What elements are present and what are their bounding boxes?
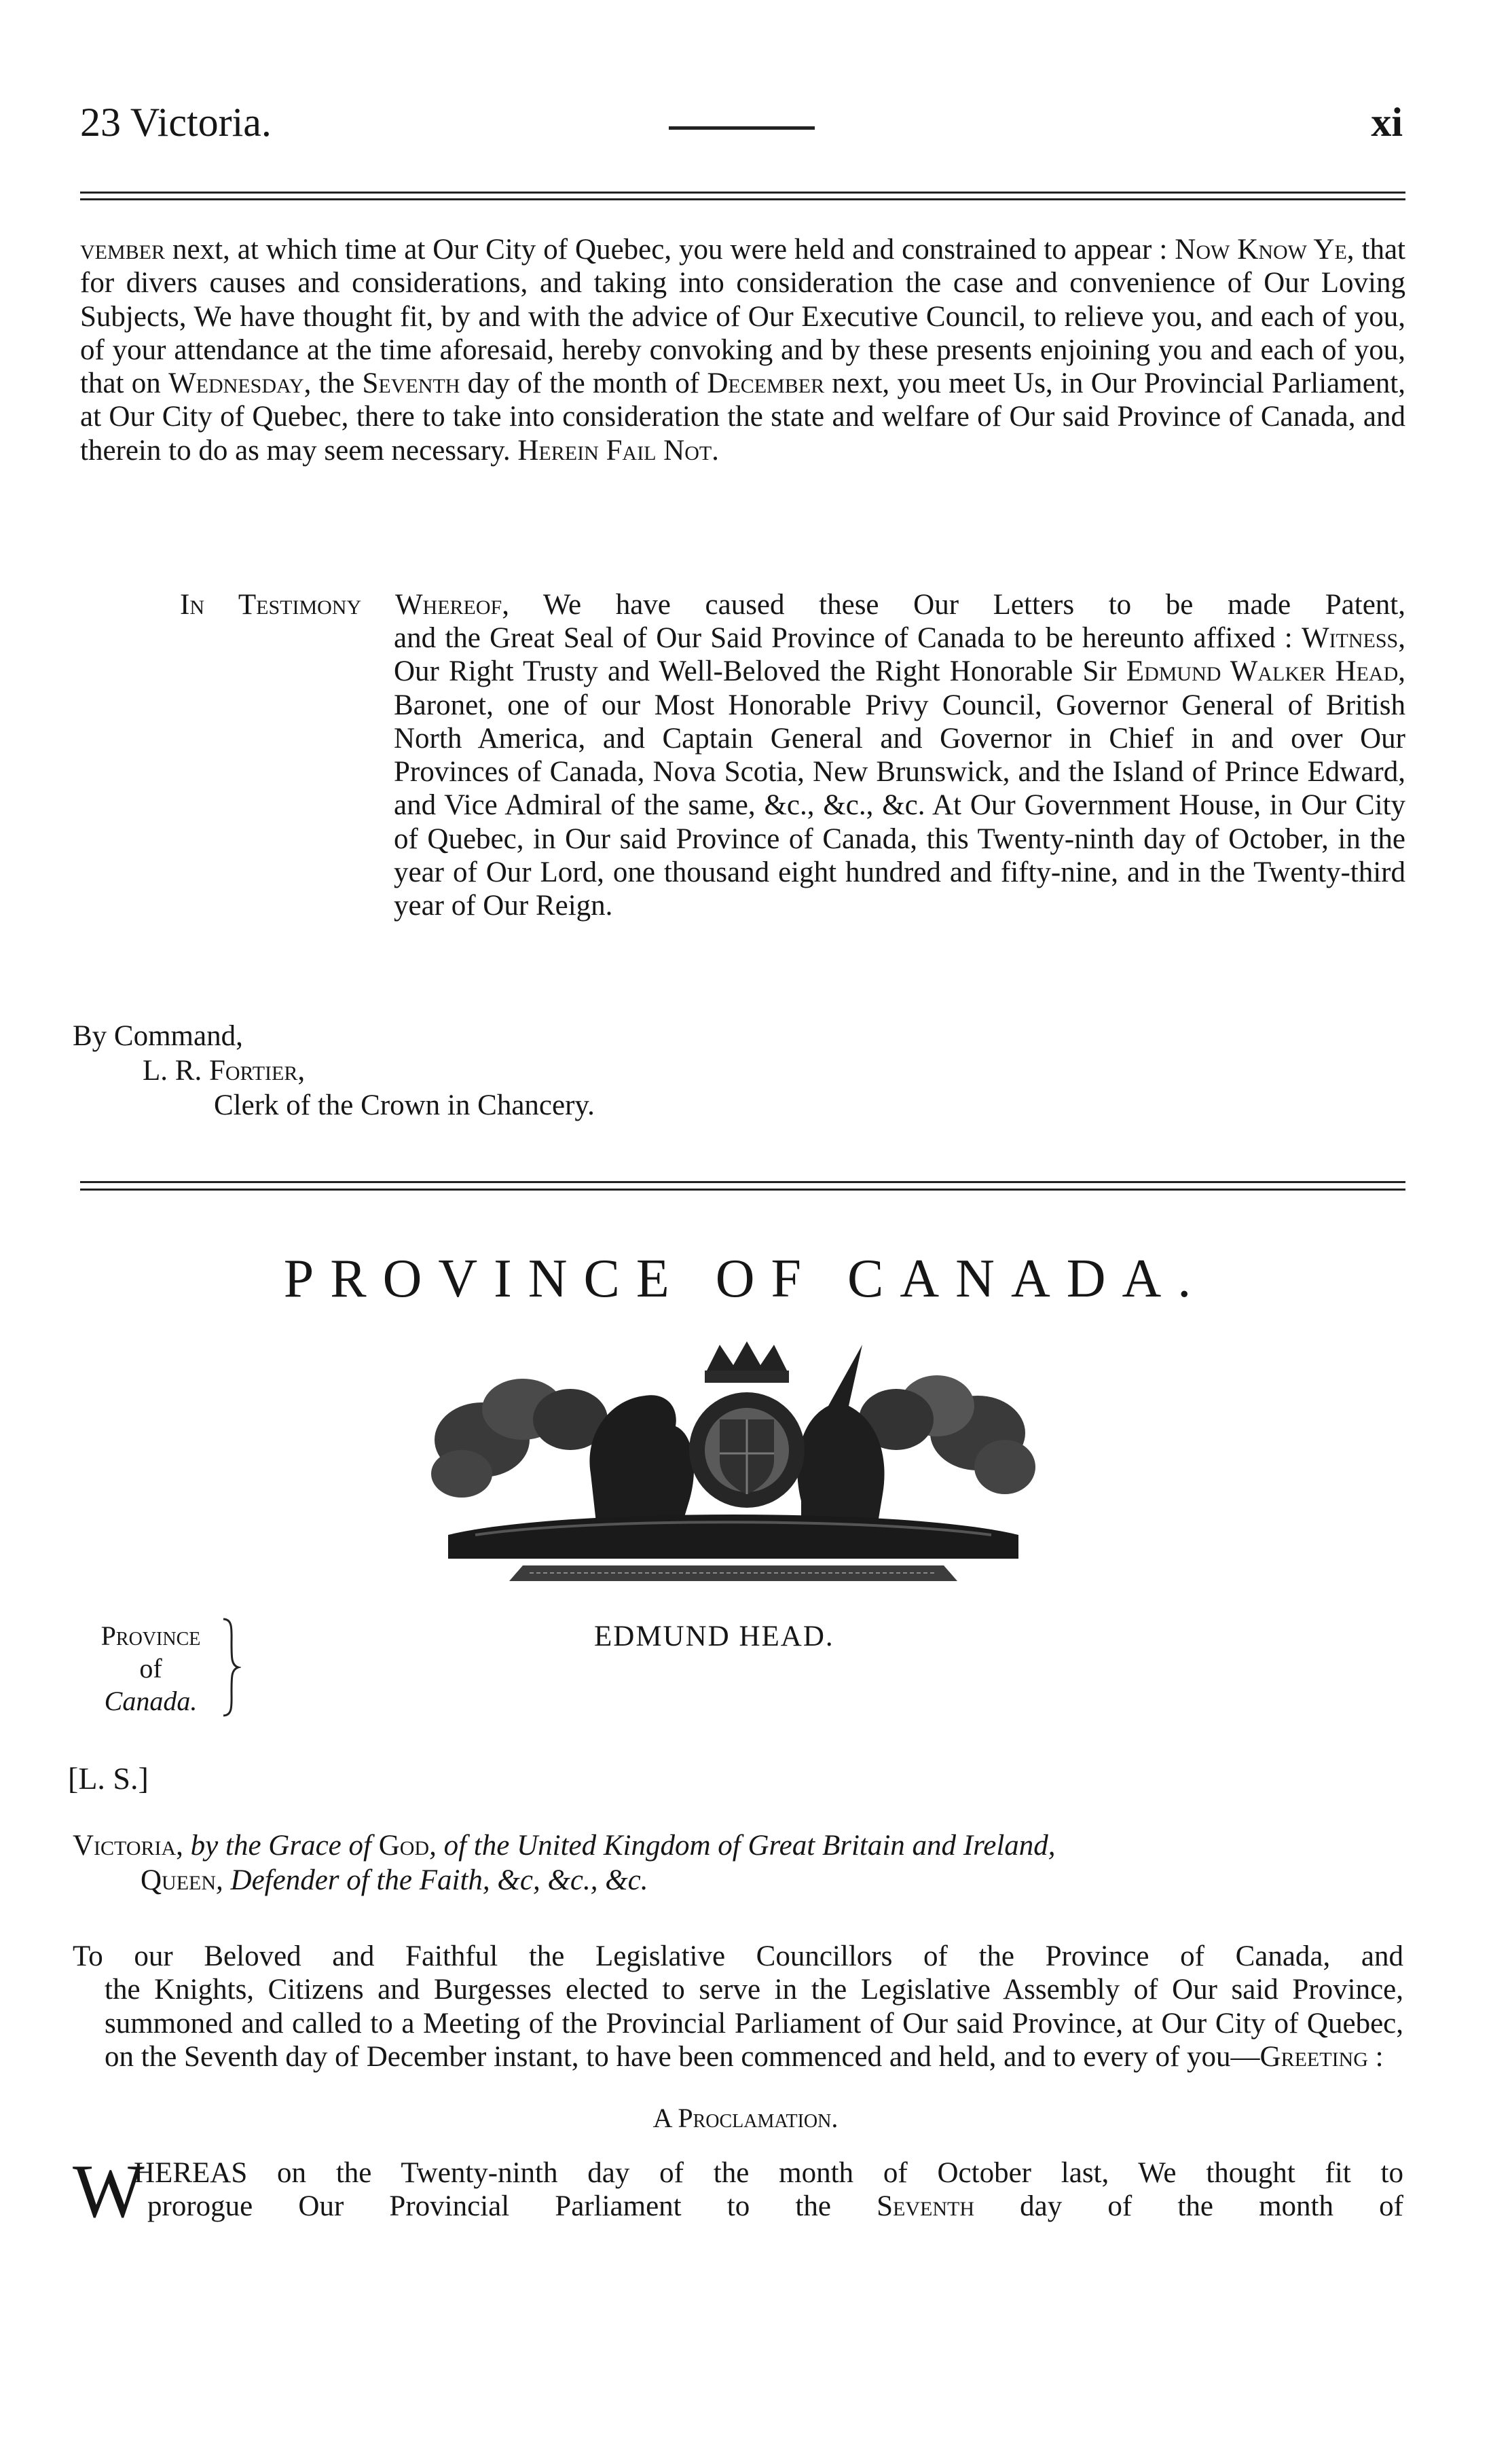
section-rule-bottom [80, 1189, 1405, 1191]
testimony-text-c: , Baronet, one of our Most Honorable Privy Council, Governor General of British North America, and Captain General and Governor in Chief in and over Our Provinces of Canada, Nova Scotia, New Brunswick, and the Island of Prince Edward, and Vice Admiral of the same, &c., &c., &c. At Our Government House, in Our City of Quebec, in Our said Province of Canada, this Twenty-ninth day of October, in the year of Our Lord, one thousand eight hundred and fifty-nine, and in the Twenty-third year of Our Reign. [394, 655, 1405, 922]
proclamation-heading [0, 2102, 1491, 2134]
running-header-left: 23 Victoria. [80, 100, 272, 145]
header-rule-top [80, 192, 1405, 194]
province-brace-block [73, 1620, 229, 1718]
whereas-paragraph [73, 2150, 1403, 2234]
address-text: the Knights, Citizens and Burgesses elected to serve in the Legislative Assembly of Our said Province, summoned and called to a Meeting of the Provincial Parliament of Our said Province, at Our City of Quebec, on the Seventh day of December instant, to have been commenced and held, and to every of you— [105, 1974, 1403, 2073]
god: God [378, 1830, 430, 1862]
witness: Witness [1301, 622, 1399, 654]
canada-line: Canada. [104, 1686, 198, 1716]
header-rule-bottom [80, 198, 1405, 200]
testimony-first-line [180, 588, 1405, 621]
section-rule-top [80, 1181, 1405, 1183]
right-brace-icon [221, 1616, 241, 1718]
testimony-body [394, 621, 1405, 923]
royal-coat-of-arms-icon [421, 1331, 1046, 1603]
address-end: : [1367, 2040, 1384, 2073]
in-testimony-whereof: In Testimony Whereof [180, 589, 502, 621]
whereas-line-2 [73, 2190, 1403, 2223]
province-title: PROVINCE OF CANADA. [283, 1249, 1208, 1309]
defender: , Defender of the Faith, &c, &c., &c. [216, 1864, 648, 1896]
province-line: Province [100, 1620, 201, 1651]
whereas-seventh: Seventh [877, 2190, 974, 2222]
now-know-ye: Now Know Ye [1175, 234, 1347, 266]
drop-cap: W [73, 2150, 145, 2234]
testimony-first-line-rest: , We have caused these Our Letters to be made Patent, [502, 589, 1405, 621]
queen: Queen [141, 1864, 217, 1896]
royal-style-line-1 [73, 1828, 1403, 1863]
writ-vember: vember [80, 234, 166, 266]
wednesday: Wednesday [168, 367, 304, 400]
herein-fail-not: Herein Fail Not. [517, 434, 719, 467]
grace-a: by the Grace of [190, 1830, 379, 1862]
whereas-line-1-rest: on the Twenty-ninth day of the month of October last, We thought fit to [247, 2157, 1403, 2189]
signatory-name: L. R. Fortier, [143, 1055, 306, 1087]
signatory-title: Clerk of the Crown in Chancery. [214, 1089, 595, 1121]
writ-text-c: , that for divers causes and considerations, and taking into consideration the case and convenience of Our Loving Subjects, We have thought fit, by and with the advice of Our Executive Council, to relieve you, and each of you, of your attendance at the time aforesaid, hereby convoking and by these presents enjoining you and each of you, that on [80, 234, 1405, 400]
address-first-line: To our Beloved and Faithful the Legislative Councillors of the Province of Canada, and [73, 1940, 1403, 1972]
december: December [707, 367, 825, 400]
page-number: xi [1371, 100, 1403, 145]
writ-paragraph [80, 233, 1405, 467]
locus-sigilli: [L. S.] [68, 1761, 149, 1796]
writ-text-d: , the [303, 367, 363, 400]
whereas-lead: HEREAS [134, 2157, 248, 2189]
writ-text-f: next, you meet Us, in Our Provincial Parliament, at Our City of Quebec, there to take into consideration the state and welfare of Our said Province of Canada, and therein to do as may seem necessary. [80, 367, 1405, 467]
grace-b: , of the United Kingdom of Great Britain and Ireland, [429, 1830, 1056, 1862]
writ-text-b: next, at which time at Our City of Quebec, you were held and constrained to appear : [165, 234, 1175, 266]
testimony-text-b: , Our Right Trusty and Well-Beloved the Right Honorable Sir [394, 622, 1405, 688]
royal-style [73, 1828, 1403, 1898]
testimony-text-a: and the Great Seal of Our Said Province of Canada to be hereunto affixed : [394, 622, 1302, 654]
greeting: Greeting [1259, 2040, 1368, 2073]
whereas-line-1 [73, 2156, 1403, 2190]
seventh: Seventh [362, 367, 460, 400]
victoria-name: Victoria [73, 1830, 177, 1862]
of-line: of [139, 1653, 162, 1684]
royal-style-line-2 [73, 1863, 1403, 1898]
by-command: By Command, [73, 1020, 243, 1052]
proclamation-title: Proclamation. [678, 2103, 839, 2133]
whereas-line-2-a: prorogue Our Provincial Parliament to the [147, 2190, 877, 2222]
address-paragraph [73, 1940, 1403, 2073]
writ-text-e: day of the month of [460, 367, 707, 400]
governor-name: Edmund Walker Head [1126, 655, 1399, 688]
victoria-comma: , [176, 1830, 191, 1862]
whereas-line-2-b: day of the month of [974, 2190, 1403, 2222]
proclamation-a: A [652, 2103, 671, 2133]
header-dash [669, 126, 815, 130]
address-rest [73, 1973, 1403, 2073]
governor-signature: EDMUND HEAD. [594, 1620, 834, 1652]
